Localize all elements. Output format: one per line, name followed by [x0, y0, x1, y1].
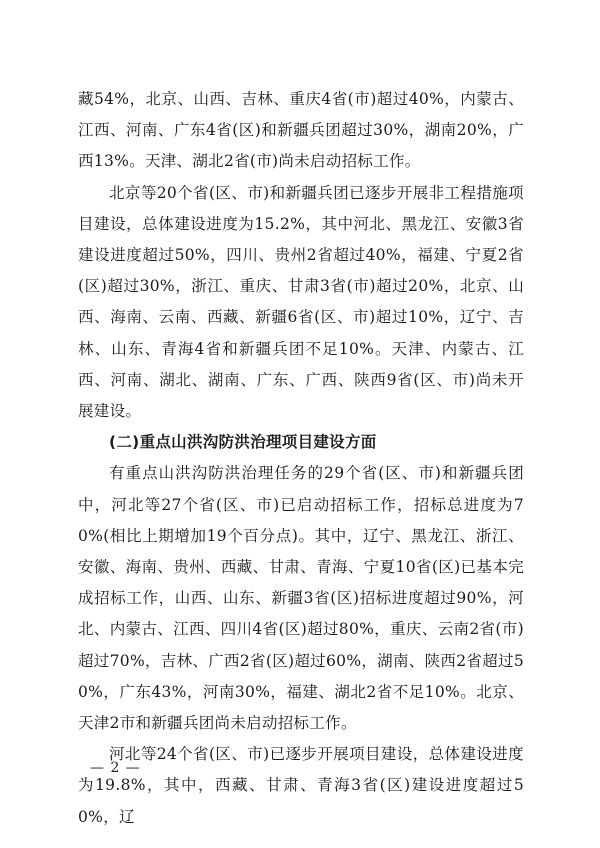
paragraph-construction-progress: 河北等24个省(区、市)已逐步开展项目建设，总体建设进度为19.8%，其中，西藏、甘肃、青海3省(区)建设进度超过50%，辽	[78, 745, 524, 826]
document-body	[78, 84, 524, 833]
page-number: — 2 —	[90, 760, 141, 776]
paragraph-continuation: 藏54%，北京、山西、吉林、重庆4省(市)超过40%，内蒙古、江西、河南、广东4省(区)和新疆兵团超过30%，湖南20%，广西13%。天津、湖北2省(市)尚未启动招标工作。	[78, 90, 524, 171]
paragraph-tendering-progress: 有重点山洪沟防洪治理任务的29个省(区、市)和新疆兵团中，河北等27个省(区、市)已启动招标工作，招标总进度为70%(相比上期增加19个百分点)。其中，辽宁、黑龙江、浙江、安徽、海南、贵州、西藏、甘肃、青海、宁夏10省(区)已基本完成招标工作，山西、山东、新疆3省(区)招标进度超过90%，河北、内蒙古、江西、四川4省(区)超过80%，重庆、云南2省(市)超过70%，吉林、广西2省(区)超过60%，湖南、陕西2省超过50%，广东43%，河南30%，福建、湖北2省不足10%。北京、天津2市和新疆兵团尚未启动招标工作。	[78, 464, 524, 733]
paragraph-non-engineering-measures: 北京等20个省(区、市)和新疆兵团已逐步开展非工程措施项目建设，总体建设进度为15.2%，其中河北、黑龙江、安徽3省建设进度超过50%，四川、贵州2省超过40%，福建、宁夏2省(区)超过30%，浙江、重庆、甘肃3省(市)超过20%，北京、山西、海南、云南、西藏、新疆6省(区、市)超过10%，辽宁、吉林、山东、青海4省和新疆兵团不足10%。天津、内蒙古、江西、河南、湖北、湖南、广东、广西、陕西9省(区、市)尚未开展建设。	[78, 183, 524, 421]
section-heading: (二)重点山洪沟防洪治理项目建设方面	[109, 433, 377, 452]
